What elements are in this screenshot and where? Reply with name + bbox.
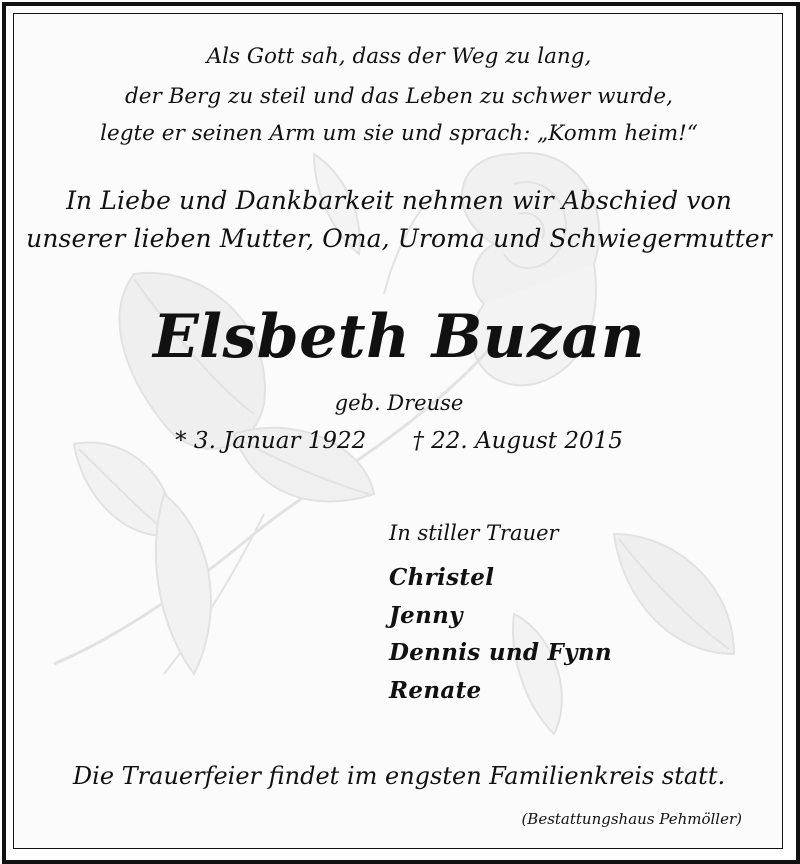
mourner-name: Renate <box>389 676 482 704</box>
life-dates <box>14 428 783 454</box>
obituary-card <box>13 13 783 849</box>
birth-date: * 3. Januar 1922 <box>175 428 367 454</box>
verse-line-3: legte er seinen Arm um sie und sprach: „Komm heim!“ <box>100 121 698 146</box>
mourners-intro: In stiller Trauer <box>389 521 559 545</box>
mourner-name: Dennis und Fynn <box>389 639 612 666</box>
maiden-name: geb. Dreuse <box>334 391 464 415</box>
deceased-name: Elsbeth Buzan <box>152 302 646 372</box>
mourner-name: Christel <box>389 564 495 591</box>
mourners-block <box>389 521 612 709</box>
ceremony-note: Die Trauerfeier findet im engsten Familienkreis statt. <box>72 762 726 790</box>
farewell-line-2: unserer lieben Mutter, Oma, Uroma und Schwiegermutter <box>26 224 772 253</box>
farewell-line-1: In Liebe und Dankbarkeit nehmen wir Abschied von <box>66 186 732 215</box>
mourner-name: Jenny <box>389 601 463 629</box>
verse-line-1: Als Gott sah, dass der Weg zu lang, <box>206 44 592 69</box>
death-date: † 22. August 2015 <box>412 428 623 454</box>
verse-line-2: der Berg zu steil und das Leben zu schwer wurde, <box>125 84 673 109</box>
funeral-home: (Bestattungshaus Pehmöller) <box>521 810 742 828</box>
